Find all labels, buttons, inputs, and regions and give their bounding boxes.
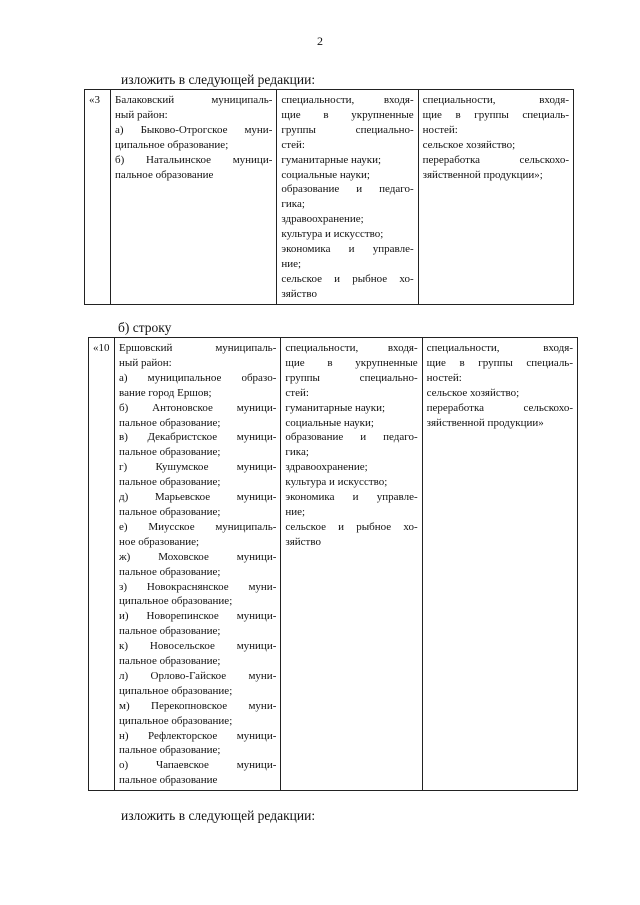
text-line: сельское и рыбное хо- xyxy=(281,272,414,285)
text-line: здравоохранение; xyxy=(285,461,368,474)
specialties-cell xyxy=(277,90,418,305)
text-line: в) Декабристское муници- xyxy=(119,431,277,444)
text-line: гуманитарные науки; xyxy=(281,153,382,166)
text-line: ние; xyxy=(285,505,306,518)
text-line: ципальное образование; xyxy=(119,714,233,727)
text-line: пальное образование; xyxy=(119,446,221,459)
text-line: ностей: xyxy=(426,371,462,384)
table-row-3 xyxy=(84,89,574,305)
text-line: щие в укрупненные xyxy=(285,356,418,369)
text-line: н) Рефлекторское муници- xyxy=(119,729,277,742)
text-line: а) Быково-Отрогское муни- xyxy=(115,123,273,136)
text-line: социальные науки; xyxy=(281,168,370,181)
specialties-cell xyxy=(281,338,422,791)
text-line: е) Миусское муниципаль- xyxy=(119,520,277,533)
text-line: ципальное образование; xyxy=(119,684,233,697)
text-line: л) Орлово-Гайское муни- xyxy=(119,669,277,682)
text-line: ный район: xyxy=(119,356,172,369)
paragraph-third: изложить в следующей редакции: xyxy=(121,808,316,823)
text-line: стей: xyxy=(285,386,309,399)
text-line: переработка сельскохо- xyxy=(426,401,573,414)
paragraph-second: б) строку xyxy=(118,320,172,335)
text-line: экономика и управле- xyxy=(285,491,418,504)
text-line: щие в группы специаль- xyxy=(422,108,569,121)
text-line: и) Новорепинское муници- xyxy=(119,610,277,623)
text-line: зяйство xyxy=(285,535,321,548)
text-line: пальное образование; xyxy=(119,505,221,518)
text-line: б) Натальинское муници- xyxy=(115,153,273,166)
text-line: ж) Моховское муници- xyxy=(119,550,277,563)
text-line: зяйство xyxy=(281,287,317,300)
table-row xyxy=(85,90,574,305)
text-line: Ершовский муниципаль- xyxy=(119,342,277,354)
text-line: специальности, входя- xyxy=(281,94,414,106)
text-line: д) Марьевское муници- xyxy=(119,491,277,504)
text-line: ностей: xyxy=(422,123,458,136)
text-line: к) Новосельское муници- xyxy=(119,640,277,653)
row-number-cell xyxy=(85,90,111,305)
text-line: гуманитарные науки; xyxy=(285,401,386,414)
district-cell xyxy=(111,90,277,305)
text-line: з) Новокраснянское муни- xyxy=(119,580,277,593)
text-line: г) Кушумское муници- xyxy=(119,461,277,474)
text-line: пальное образование; xyxy=(119,416,221,429)
specialties-text xyxy=(281,93,413,302)
text-line: сельское хозяйство; xyxy=(422,138,516,151)
text-line: щие в группы специаль- xyxy=(426,356,573,369)
text-line: гика; xyxy=(285,446,309,459)
text-line: пальное образование; xyxy=(119,476,221,489)
district-text xyxy=(115,93,272,182)
text-line: группы специально- xyxy=(281,123,414,136)
text-line: ципальное образование; xyxy=(115,138,229,151)
text-line: а) муниципальное образо- xyxy=(119,371,277,384)
text-line: щие в укрупненные xyxy=(281,108,414,121)
page-number: 2 xyxy=(317,34,323,48)
text-line: ние; xyxy=(281,257,302,270)
text-line: ный район: xyxy=(115,108,168,121)
text-line: м) Перекопновское муни- xyxy=(119,699,277,712)
text-line: пальное образование xyxy=(119,774,218,787)
row-number-cell xyxy=(89,338,115,791)
text-line: пальное образование; xyxy=(119,565,221,578)
text-line: группы специально- xyxy=(285,371,418,384)
agri-specialties-cell xyxy=(422,338,577,791)
text-line: о) Чапаевское муници- xyxy=(119,759,277,772)
text-line: социальные науки; xyxy=(285,416,374,429)
text-line: ципальное образование; xyxy=(119,595,233,608)
district-cell xyxy=(115,338,281,791)
text-line: пальное образование; xyxy=(119,744,221,757)
text-line: культура и искусство; xyxy=(281,228,384,241)
text-line: ное образование; xyxy=(119,535,200,548)
text-line: пальное образование; xyxy=(119,625,221,638)
text-line: экономика и управле- xyxy=(281,243,414,256)
specialties-text xyxy=(285,341,417,550)
text-line: переработка сельскохо- xyxy=(422,153,569,166)
table-row xyxy=(89,338,578,791)
text-line: образование и педаго- xyxy=(285,431,418,444)
district-text xyxy=(119,341,276,788)
text-line: б) Антоновское муници- xyxy=(119,401,277,414)
paragraph-first: изложить в следующей редакции: xyxy=(121,72,316,87)
text-line: зяйственной продукции» xyxy=(426,416,544,429)
agri-specialties-text xyxy=(427,341,573,430)
text-line: культура и искусство; xyxy=(285,476,388,489)
text-line: сельское и рыбное хо- xyxy=(285,520,418,533)
text-line: зяйственной продукции»; xyxy=(422,168,543,181)
text-line: стей: xyxy=(281,138,305,151)
text-line: пальное образование xyxy=(115,168,214,181)
text-line: образование и педаго- xyxy=(281,183,414,196)
text-line: специальности, входя- xyxy=(426,342,573,354)
agri-specialties-cell xyxy=(418,90,573,305)
text-line: специальности, входя- xyxy=(422,94,569,106)
row-number: «3 xyxy=(89,94,100,106)
text-line: здравоохранение; xyxy=(281,213,364,226)
text-line: Балаковский муниципаль- xyxy=(115,94,273,106)
text-line: пальное образование; xyxy=(119,655,221,668)
text-line: сельское хозяйство; xyxy=(426,386,520,399)
table-row-10 xyxy=(88,337,578,791)
text-line: вание город Ершов; xyxy=(119,386,212,399)
row-number: «10 xyxy=(93,342,110,354)
text-line: гика; xyxy=(281,198,305,211)
agri-specialties-text xyxy=(423,93,569,182)
text-line: специальности, входя- xyxy=(285,342,418,354)
